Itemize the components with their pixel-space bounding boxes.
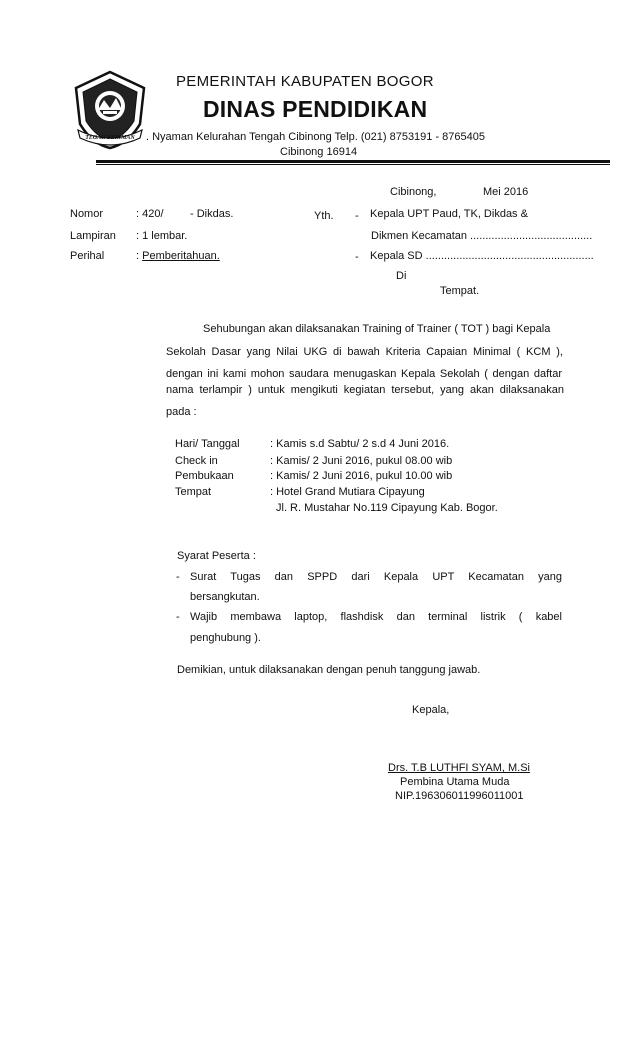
detail-label-checkin: Check in xyxy=(175,455,218,467)
department-title: DINAS PENDIDIKAN xyxy=(203,96,428,122)
requirement-1-line-2: bersangkutan. xyxy=(190,591,260,603)
recipient-dash-2: - xyxy=(355,251,359,263)
date-month-year: Mei 2016 xyxy=(483,186,529,198)
address-line-1: . Nyaman Kelurahan Tengah Cibinong Telp. (021) 8753191 - 8765405 xyxy=(146,131,486,143)
header-rule-thin xyxy=(96,164,610,165)
requirement-1-line-1: Surat Tugas dan SPPD dari Kepala UPT Kecamatan yang xyxy=(190,571,562,583)
body-line-5: pada : xyxy=(166,406,197,418)
signatory-rank: Pembina Utama Muda xyxy=(400,776,510,788)
detail-value-day: : Kamis s.d Sabtu/ 2 s.d 4 Juni 2016. xyxy=(270,438,450,450)
yth-label: Yth. xyxy=(314,210,334,222)
body-line-1: Sehubungan akan dilaksanakan Training of Trainer ( TOT ) bagi Kepala xyxy=(203,323,551,335)
nomor-suffix: - Dikdas. xyxy=(190,208,234,220)
detail-value-checkin: : Kamis/ 2 Juni 2016, pukul 08.00 wib xyxy=(270,455,453,467)
perihal-value: Pemberitahuan. xyxy=(142,250,220,262)
closing-statement: Demikian, untuk dilaksanakan dengan penuh tanggung jawab. xyxy=(177,664,481,676)
recipient-tempat: Tempat. xyxy=(440,285,480,297)
nomor-value: : 420/ xyxy=(136,208,164,220)
signatory-nip: NIP.196306011996011001 xyxy=(395,790,524,802)
body-line-2: Sekolah Dasar yang Nilai UKG di bawah Kriteria Capaian Minimal ( KCM ), xyxy=(166,346,563,358)
body-line-4: nama terlampir ) untuk mengikuti kegiatan tersebut, yang akan dilaksanakan xyxy=(166,384,564,396)
detail-address: Jl. R. Mustahar No.119 Cipayung Kab. Bogor. xyxy=(276,502,498,514)
lampiran-label: Lampiran xyxy=(70,230,116,242)
recipient-line-2: Dikmen Kecamatan ........................................ xyxy=(371,230,593,242)
logo-motto: TEGAR BERIMAN xyxy=(85,135,135,141)
detail-value-opening: : Kamis/ 2 Juni 2016, pukul 10.00 wib xyxy=(270,470,453,482)
signature-title: Kepala, xyxy=(412,704,450,716)
requirement-dash-1: - xyxy=(176,571,180,583)
recipient-line-1: Kepala UPT Paud, TK, Dikdas & xyxy=(370,208,528,220)
detail-label-opening: Pembukaan xyxy=(175,470,234,482)
recipient-di: Di xyxy=(396,270,407,282)
nomor-label: Nomor xyxy=(70,208,104,220)
requirement-2-line-1: Wajib membawa laptop, flashdisk dan terminal listrik ( kabel xyxy=(190,611,562,623)
requirements-title: Syarat Peserta : xyxy=(177,550,256,562)
header-rule-thick xyxy=(96,160,610,163)
recipient-dash-1: - xyxy=(355,210,359,222)
recipient-line-3: Kepala SD ....................................................... xyxy=(370,250,594,262)
signatory-name: Drs. T.B LUTHFI SYAM, M.Si xyxy=(388,762,530,774)
date-city: Cibinong, xyxy=(390,186,437,198)
perihal-value-wrap xyxy=(136,250,220,262)
address-line-2: Cibinong 16914 xyxy=(280,146,358,158)
perihal-label: Perihal xyxy=(70,250,105,262)
body-line-3: dengan ini kami mohon saudara menugaskan Kepala Sekolah ( dengan daftar xyxy=(166,368,562,380)
detail-label-day: Hari/ Tanggal xyxy=(175,438,240,450)
detail-label-place: Tempat xyxy=(175,486,212,498)
government-name: PEMERINTAH KABUPATEN BOGOR xyxy=(176,73,434,90)
regency-logo xyxy=(70,70,150,150)
lampiran-value: : 1 lembar. xyxy=(136,230,188,242)
perihal-colon: : xyxy=(136,250,143,262)
requirement-2-line-2: penghubung ). xyxy=(190,632,261,644)
requirement-dash-2: - xyxy=(176,611,180,623)
detail-value-place: : Hotel Grand Mutiara Cipayung xyxy=(270,486,425,498)
